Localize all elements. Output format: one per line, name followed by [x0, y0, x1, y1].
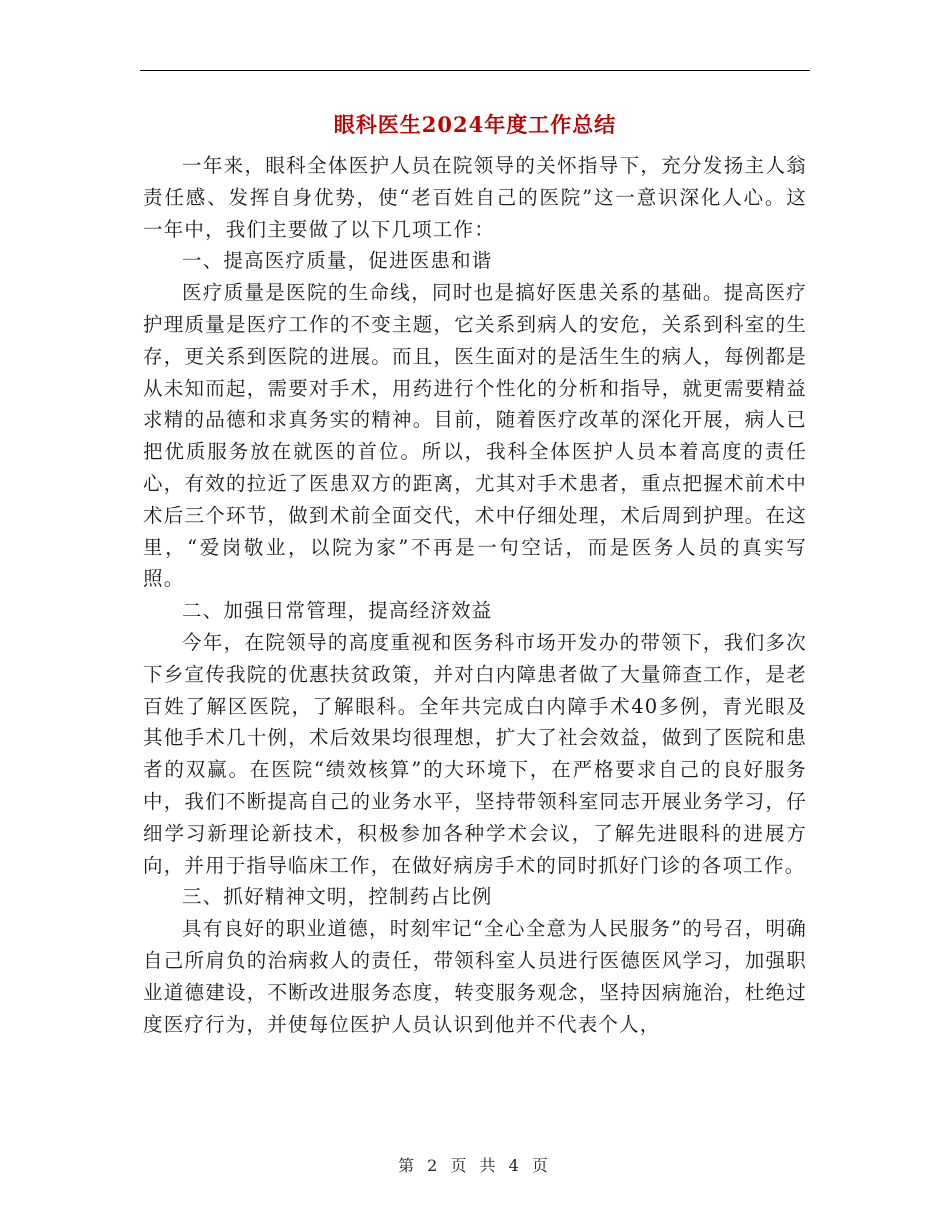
header-rule — [140, 70, 810, 71]
paragraph-intro: 一年来，眼科全体医护人员在院领导的关怀指导下，充分发扬主人翁责任感、发挥自身优势，使“老百姓自己的医院”这一意识深化人心。这一年中，我们主要做了以下几项工作： — [143, 154, 807, 241]
document-body — [143, 150, 807, 1040]
section-heading-1: 一、提高医疗质量，促进医患和谐 — [182, 249, 493, 273]
document-title: 眼科医生2024年度工作总结 — [333, 112, 617, 137]
paragraph-section-2: 今年，在院领导的高度重视和医务科市场开发办的带领下，我们多次下乡宣传我院的优惠扶贫政策，并对白内障患者做了大量筛查工作，是老百姓了解区医院，了解眼科。全年共完成白内障手术40多例，青光眼及其他手术几十例，术后效果均很理想，扩大了社会效益，做到了医院和患者的双赢。在医院“绩效核算”的大环境下，在严格要求自己的良好服务中，我们不断提高自己的业务水平，坚持带领科室同志开展业务学习，仔细学习新理论新技术，积极参加各种学术会议，了解先进眼科的进展方向，并用于指导临床工作，在做好病房手术的同时抓好门诊的各项工作。 — [143, 630, 807, 877]
paragraph-section-1: 医疗质量是医院的生命线，同时也是搞好医患关系的基础。提高医疗护理质量是医疗工作的不变主题，它关系到病人的安危，关系到科室的生存，更关系到医院的进展。而且，医生面对的是活生生的病人，每例都是从未知而起，需要对手术，用药进行个性化的分析和指导，就更需要精益求精的品德和求真务实的精神。目前，随着医疗改革的深化开展，病人已把优质服务放在就医的首位。所以，我科全体医护人员本着高度的责任心，有效的拉近了医患双方的距离，尤其对手术患者，重点把握术前术中术后三个环节，做到术前全面交代，术中仔细处理，术后周到护理。在这里，“爱岗敬业，以院为家”不再是一句空话，而是医务人员的真实写照。 — [143, 281, 807, 591]
page-number-footer: 第 2 页 共 4 页 — [398, 1156, 552, 1175]
section-heading-3: 三、抓好精神文明，控制药占比例 — [182, 885, 493, 909]
paragraph-section-3: 具有良好的职业道德，时刻牢记“全心全意为人民服务”的号召，明确自己所肩负的治病救人的责任，带领科室人员进行医德医风学习，加强职业道德建设，不断改进服务态度，转变服务观念，坚持因病施治，杜绝过度医疗行为，并使每位医护人员认识到他并不代表个人， — [143, 917, 807, 1036]
section-heading-2: 二、加强日常管理，提高经济效益 — [182, 599, 493, 623]
